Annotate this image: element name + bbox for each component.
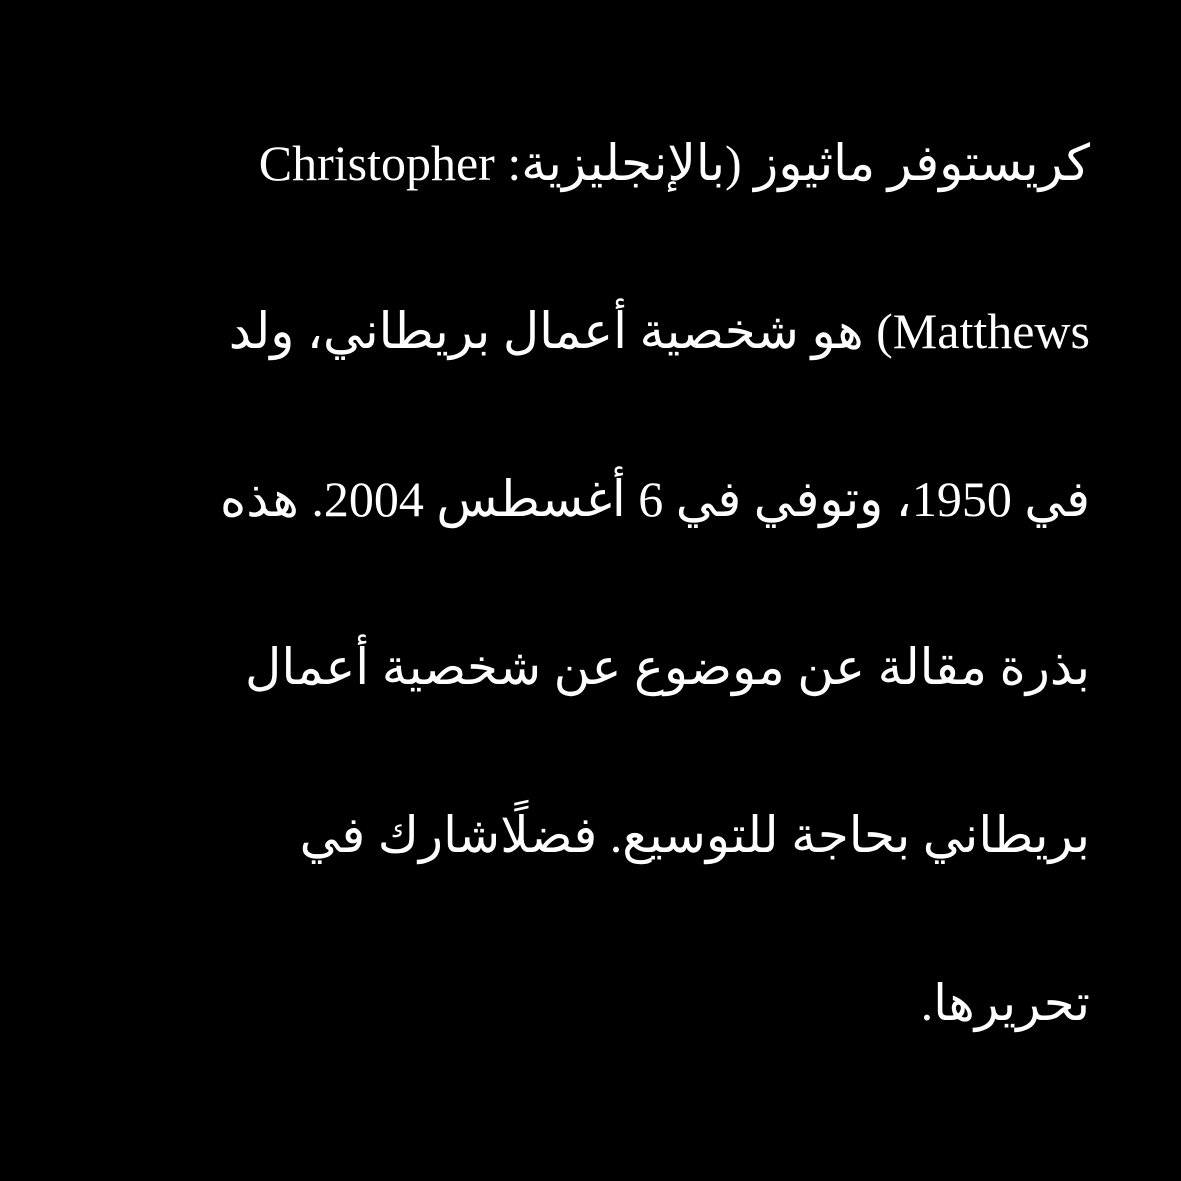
article-text (100, 117, 1090, 1125)
text-line-1: كريستوفر ماثيوز (بالإنجليزية: Christopher (258, 135, 1090, 191)
text-line-2: Matthews) هو شخصية أعمال بريطاني، ولد (228, 303, 1090, 359)
text-line-6: تحريرها. (920, 975, 1090, 1031)
text-line-5: بريطاني بحاجة للتوسيع. فضلًاشارك في (299, 807, 1090, 863)
text-line-4: بذرة مقالة عن موضوع عن شخصية أعمال (245, 639, 1090, 695)
text-line-3: في 1950، وتوفي في 6 أغسطس 2004. هذه (220, 471, 1090, 527)
